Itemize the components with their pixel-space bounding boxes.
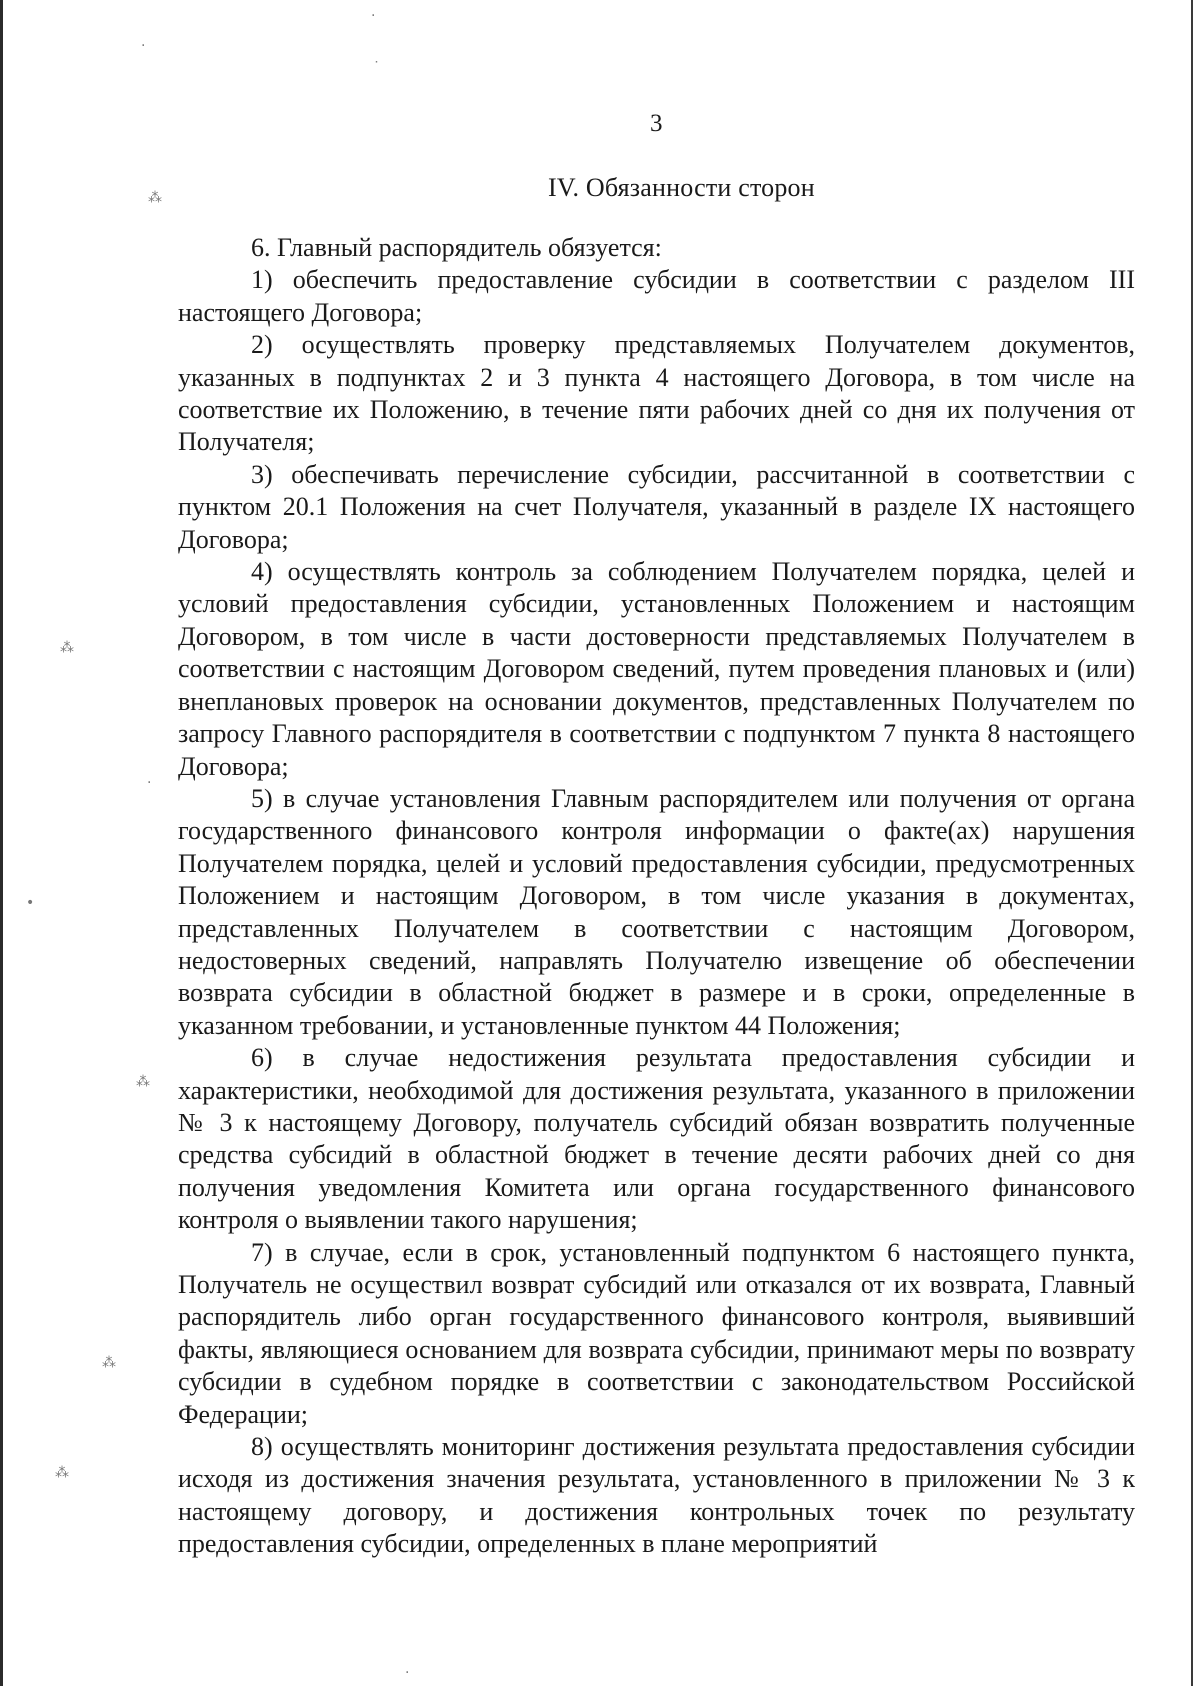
paragraph-item-1: 1) обеспечить предоставление субсидии в соответствии с разделом III настоящего Договора; — [178, 265, 1135, 327]
scan-speck: ⁂ — [136, 1074, 150, 1090]
paragraph-item-6: 6) в случае недостижения результата предоставления субсидии и характеристики, необходимой для достижения результата, указанного в приложении № 3 к настоящему Договору, получатель субсидий обязан возвратить полученные средства субсидий в областной бюджет в течение десяти рабочих дней со дня получения уведомления Комитета или органа государственного финансового контроля о выявлении такого нарушения; — [178, 1043, 1135, 1235]
document-body — [178, 232, 1135, 1561]
paragraph-item-7: 7) в случае, если в срок, установленный подпунктом 6 настоящего пункта, Получатель не осуществил возврат субсидий или отказался от их возврата, Главный распорядитель либо орган государственного финансового контроля, выявивший факты, являющиеся основанием для возврата субсидии, принимают меры по возврату субсидии в судебном порядке в соответствии с законодательством Российской Федерации; — [178, 1237, 1135, 1429]
paragraph-item-4: 4) осуществлять контроль за соблюдением Получателем порядка, целей и условий предоставления субсидии, установленных Положением и настоящим Договором, в том числе в части достоверности представляемых Получателем в соответствии с настоящим Договором сведений, путем проведения плановых и (или) внеплановых проверок на основании документов, представленных Получателем по запросу Главного распорядителя в соответствии с подпунктом 7 пункта 8 настоящего Договора; — [178, 557, 1135, 781]
scan-speck: ⁂ — [60, 640, 74, 656]
scan-speck: · — [405, 1665, 410, 1681]
scan-speck: ⁂ — [102, 1355, 116, 1371]
paragraph-intro: 6. Главный распорядитель обязуется: — [251, 233, 662, 262]
paragraph-item-8: 8) осуществлять мониторинг достижения результата предоставления субсидии исходя из достижения значения результата, установленного в приложении № 3 к настоящему договору, и достижения контрольных точек по результату предоставления субсидии, определенных в плане мероприятий — [178, 1432, 1135, 1559]
paragraph-item-3: 3) обеспечивать перечисление субсидии, рассчитанной в соответствии с пунктом 20.1 Положения на счет Получателя, указанный в разделе IX настоящего Договора; — [178, 459, 1135, 554]
scan-speck: · — [141, 38, 146, 54]
scan-speck: · — [147, 775, 152, 791]
scan-edge-right — [1191, 0, 1193, 1686]
scan-speck: · — [371, 8, 376, 24]
scan-speck: ˙ — [373, 60, 380, 76]
paragraph-item-2: 2) осуществлять проверку представляемых Получателем документов, указанных в подпунктах 2 и 3 пункта 4 настоящего Договора, в том числе на соответствие их Положению, в течение пяти рабочих дней со дня их получения от Получателя; — [178, 330, 1135, 457]
scan-speck: ⁂ — [148, 190, 162, 206]
scan-speck: • — [26, 895, 35, 911]
page-number: 3 — [650, 110, 663, 137]
paragraph-item-5: 5) в случае установления Главным распорядителем или получения от органа государственного финансового контроля информации о факте(ах) нарушения Получателем порядка, целей и условий предоставления субсидии, предусмотренных Положением и настоящим Договором, в том числе указания в документах, представленных Получателем в соответствии с настоящим Договором, недостоверных сведений, направлять Получателю извещение об обеспечении возврата субсидии в областной бюджет в размере и в сроки, определенные в указанном требовании, и установленные пунктом 44 Положения; — [178, 783, 1135, 1040]
section-title: IV. Обязанности сторон — [548, 173, 815, 202]
scan-edge-left — [0, 0, 3, 1686]
scan-speck: ⁂ — [55, 1465, 69, 1481]
